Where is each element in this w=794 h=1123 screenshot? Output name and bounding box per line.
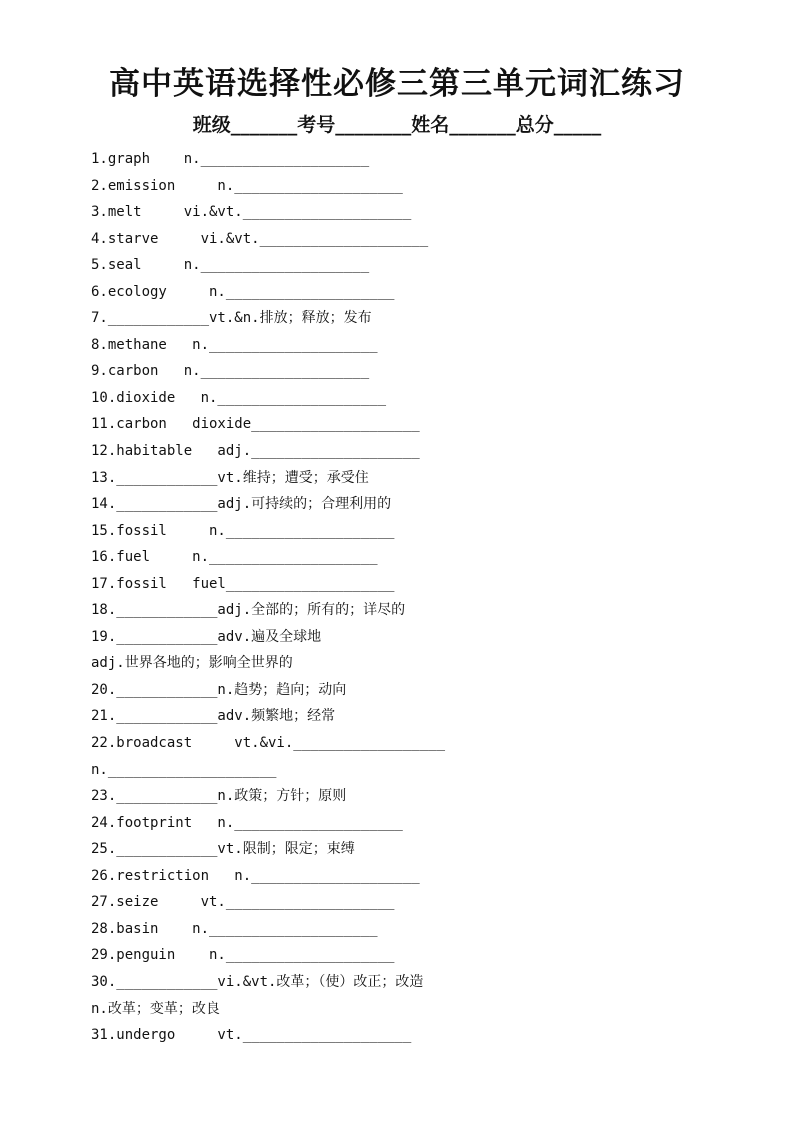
list-item: 4.starve vi.&vt.____________________ [91,230,429,247]
list-item: 12.habitable adj.____________________ [91,443,420,460]
list-item: 23.____________n.政策；方针；原则 [91,788,347,805]
list-item-continuation: adj.世界各地的；影响全世界的 [91,655,293,672]
list-item-continuation: n.改革；变革；改良 [91,1000,220,1017]
list-item-continuation: n.____________________ [91,761,277,778]
list-item: 9.carbon n.____________________ [91,363,370,380]
list-item: 15.fossil n.____________________ [91,522,395,539]
list-item: 24.footprint n.____________________ [91,814,403,831]
list-item: 21.____________adv.频繁地；经常 [91,708,336,725]
list-item: 14.____________adj.可持续的；合理利用的 [91,496,392,513]
list-item: 8.methane n.____________________ [91,336,378,353]
list-item: 2.emission n.____________________ [91,177,403,194]
list-item: 13.____________vt.维持；遭受；承受住 [91,469,369,486]
page-title: 高中英语选择性必修三第三单元词汇练习 [109,66,685,102]
list-item: 7.____________vt.&n.排放；释放；发布 [91,310,372,327]
list-item: 17.fossil fuel____________________ [91,575,395,592]
list-item: 25.____________vt.限制；限定；束缚 [91,841,355,858]
list-item: 11.carbon dioxide____________________ [91,416,420,433]
list-item: 19.____________adv.遍及全球地 [91,628,322,645]
list-item: 22.broadcast vt.&vi.__________________ [91,735,446,752]
list-item: 16.fuel n.____________________ [91,549,378,566]
list-item: 10.dioxide n.____________________ [91,389,387,406]
list-item: 6.ecology n.____________________ [91,283,395,300]
list-item: 18.____________adj.全部的；所有的；详尽的 [91,602,406,619]
list-item: 31.undergo vt.____________________ [91,1027,412,1044]
list-item: 29.penguin n.____________________ [91,947,395,964]
list-item: 26.restriction n.____________________ [91,867,420,884]
vocabulary-list [91,146,771,1049]
list-item: 1.graph n.____________________ [91,151,370,167]
list-item: 30.____________vi.&vt.改革；（使）改正；改造 [91,973,424,990]
list-item: 28.basin n.____________________ [91,920,378,937]
list-item: 3.melt vi.&vt.____________________ [91,204,412,221]
student-info-line: 班级_______考号________姓名_______总分_____ [192,114,602,136]
list-item: 20.____________n.趋势；趋向；动向 [91,681,347,698]
list-item: 27.seize vt.____________________ [91,894,395,911]
list-item: 5.seal n.____________________ [91,257,370,274]
